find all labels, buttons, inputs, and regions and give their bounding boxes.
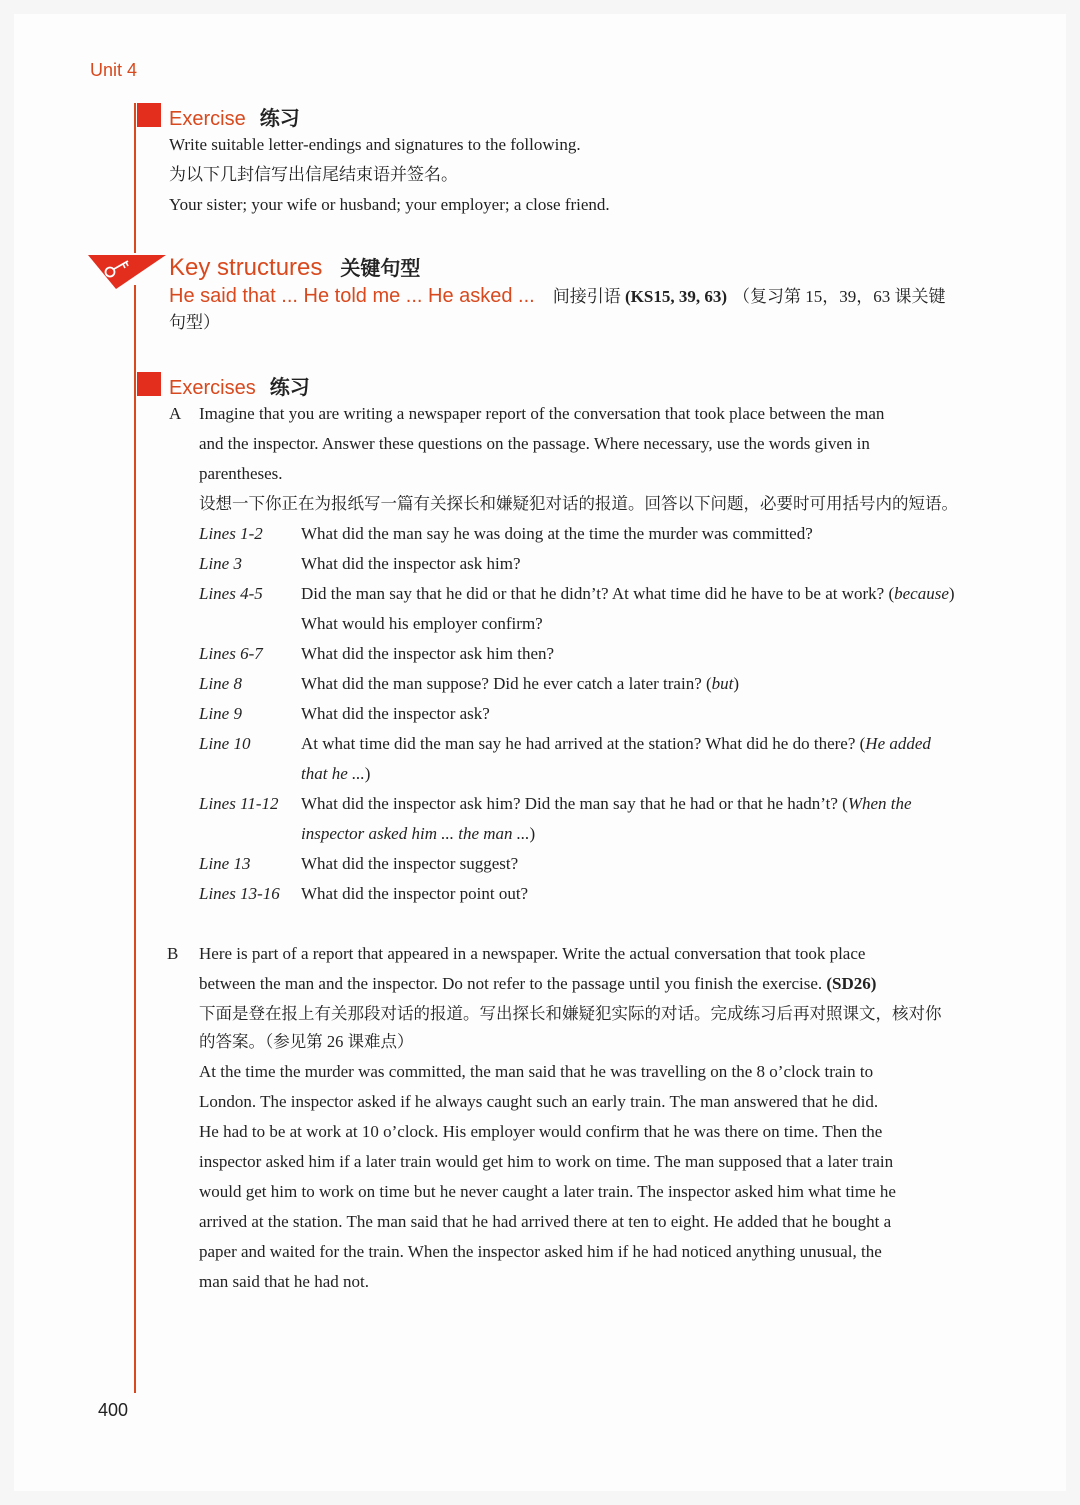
exercise-a-intro-3: parentheses. bbox=[199, 464, 283, 483]
exercise-a-letter: A bbox=[169, 404, 182, 423]
question-text-continued: What would his employer confirm? bbox=[301, 614, 543, 633]
question-hint: but bbox=[711, 674, 734, 693]
question-label: Lines 1-2 bbox=[199, 524, 263, 543]
question-label: Lines 4-5 bbox=[199, 584, 263, 603]
sd-reference: (SD26) bbox=[826, 974, 877, 993]
question-hint: inspector asked him ... the man ... bbox=[301, 824, 530, 843]
question-text: What did the man suppose? Did he ever catch a later train? bbox=[301, 674, 702, 693]
key-structures-title-cn: 关键句型 bbox=[340, 258, 421, 280]
question-text: At what time did the man say he had arrived at the station? What did he do there? bbox=[301, 734, 856, 753]
exercises-title-cn: 练习 bbox=[269, 377, 310, 399]
question-hint: because bbox=[894, 584, 949, 603]
question-text: What did the inspector ask him? bbox=[301, 554, 521, 573]
exercise-title: Exercise bbox=[169, 108, 246, 130]
passage-line: man said that he had not. bbox=[199, 1272, 369, 1291]
exercise-b-intro-cn-2: 的答案。（参见第 26 课难点） bbox=[199, 1032, 414, 1051]
question-label: Lines 6-7 bbox=[199, 644, 263, 663]
question-label: Line 9 bbox=[199, 704, 242, 723]
question-text-continued: inspector asked him ... the man ...) bbox=[301, 824, 536, 843]
exercise-b-intro-2: between the man and the inspector. Do not refer to the passage until you finish the exercise. bbox=[199, 974, 823, 993]
question-label: Line 3 bbox=[199, 554, 242, 573]
margin-rule-top bbox=[134, 103, 136, 253]
question-text: What did the inspector ask him then? bbox=[301, 644, 555, 663]
exercise-line-2: 为以下几封信写出信尾结束语并签名。 bbox=[169, 165, 458, 184]
question-text: Did the man say that he did or that he didn’t? At what time did he have to be at work? bbox=[301, 584, 885, 603]
exercise-line-1: Write suitable letter-endings and signatures to the following. bbox=[169, 135, 581, 154]
ks-reference: (KS15, 39, 63) bbox=[624, 287, 727, 306]
passage-line: would get him to work on time but he never caught a later train. The inspector asked him what time he bbox=[199, 1182, 896, 1201]
exercise-b-intro-cn-1: 下面是登在报上有关那段对话的报道。写出探长和嫌疑犯实际的对话。完成练习后再对照课文，核对你 bbox=[199, 1004, 942, 1023]
exercises-title: Exercises bbox=[169, 377, 256, 399]
exercise-line-3: Your sister; your wife or husband; your employer; a close friend. bbox=[169, 195, 610, 214]
question-text-line: At what time did the man say he had arrived at the station? What did he do there? (He added bbox=[301, 734, 931, 753]
exercise-title-cn: 练习 bbox=[259, 108, 300, 130]
key-structures-heading bbox=[169, 252, 420, 282]
question-text-line: Did the man say that he did or that he didn’t? At what time did he have to be at work? (because) bbox=[301, 584, 955, 603]
question-hint: He added bbox=[865, 734, 931, 753]
question-text: What did the inspector suggest? bbox=[301, 854, 519, 873]
question-label: Line 8 bbox=[199, 674, 242, 693]
passage-line: paper and waited for the train. When the inspector asked him if he had noticed anything unusual, the bbox=[199, 1242, 882, 1261]
key-structures-note-a: （复习第 15，39，63 课关键 bbox=[732, 287, 946, 306]
page-number: 400 bbox=[98, 1400, 129, 1420]
key-structures-subtitle: He said that ... He told me ... He asked ... bbox=[169, 285, 535, 307]
passage-line: inspector asked him if a later train would get him to work on time. The man supposed that a later train bbox=[199, 1152, 894, 1171]
key-structures-subtitle-line bbox=[169, 281, 945, 312]
question-label: Line 10 bbox=[199, 734, 251, 753]
exercise-b-letter: B bbox=[167, 944, 179, 963]
passage-line: At the time the murder was committed, the man said that he was travelling on the 8 o’clock train to bbox=[199, 1062, 874, 1081]
question-label: Lines 13-16 bbox=[199, 884, 280, 903]
unit-label: Unit 4 bbox=[90, 60, 138, 80]
section-marker bbox=[137, 372, 161, 396]
exercise-b-intro-1: Here is part of a report that appeared in a newspaper. Write the actual conversation that took place bbox=[199, 944, 866, 963]
question-text: What did the man say he was doing at the time the murder was committed? bbox=[301, 524, 813, 543]
exercises-heading bbox=[169, 371, 310, 400]
exercise-a-intro-cn: 设想一下你正在为报纸写一篇有关探长和嫌疑犯对话的报道。回答以下问题，必要时可用括号内的短语。 bbox=[199, 494, 958, 513]
exercise-heading bbox=[169, 102, 300, 131]
key-icon bbox=[88, 252, 168, 292]
exercise-a-intro-1: Imagine that you are writing a newspaper report of the conversation that took place between the man bbox=[199, 404, 885, 423]
margin-rule-main bbox=[134, 285, 136, 1393]
key-structures-subtitle-cn: 间接引语 bbox=[552, 287, 621, 306]
question-hint: that he ... bbox=[301, 764, 365, 783]
passage-line: arrived at the station. The man said that he had arrived there at ten to eight. He added that he bought a bbox=[199, 1212, 892, 1231]
question-text: What did the inspector ask him? Did the man say that he had or that he hadn’t? bbox=[301, 794, 838, 813]
key-structures-title: Key structures bbox=[169, 254, 323, 281]
question-label: Lines 11-12 bbox=[199, 794, 279, 813]
question-text-continued: that he ...) bbox=[301, 764, 371, 783]
exercise-a-intro-2: and the inspector. Answer these questions on the passage. Where necessary, use the words given in bbox=[199, 434, 870, 453]
question-text: What did the inspector ask? bbox=[301, 704, 490, 723]
section-marker bbox=[137, 103, 161, 127]
question-text: What did the inspector point out? bbox=[301, 884, 529, 903]
question-text-line: What did the inspector ask him? Did the man say that he had or that he hadn’t? (When the bbox=[301, 794, 912, 813]
key-structures-note-b: 句型） bbox=[169, 313, 220, 332]
question-text-line: What did the man suppose? Did he ever catch a later train? (but) bbox=[301, 674, 740, 693]
passage-line: He had to be at work at 10 o’clock. His employer would confirm that he was there on time. Then the bbox=[199, 1122, 883, 1141]
exercise-b-intro-2-line bbox=[199, 969, 876, 999]
question-label: Line 13 bbox=[199, 854, 251, 873]
passage-line: London. The inspector asked if he always caught such an early train. The man answered that he did. bbox=[199, 1092, 879, 1111]
question-hint: When the bbox=[847, 794, 912, 813]
